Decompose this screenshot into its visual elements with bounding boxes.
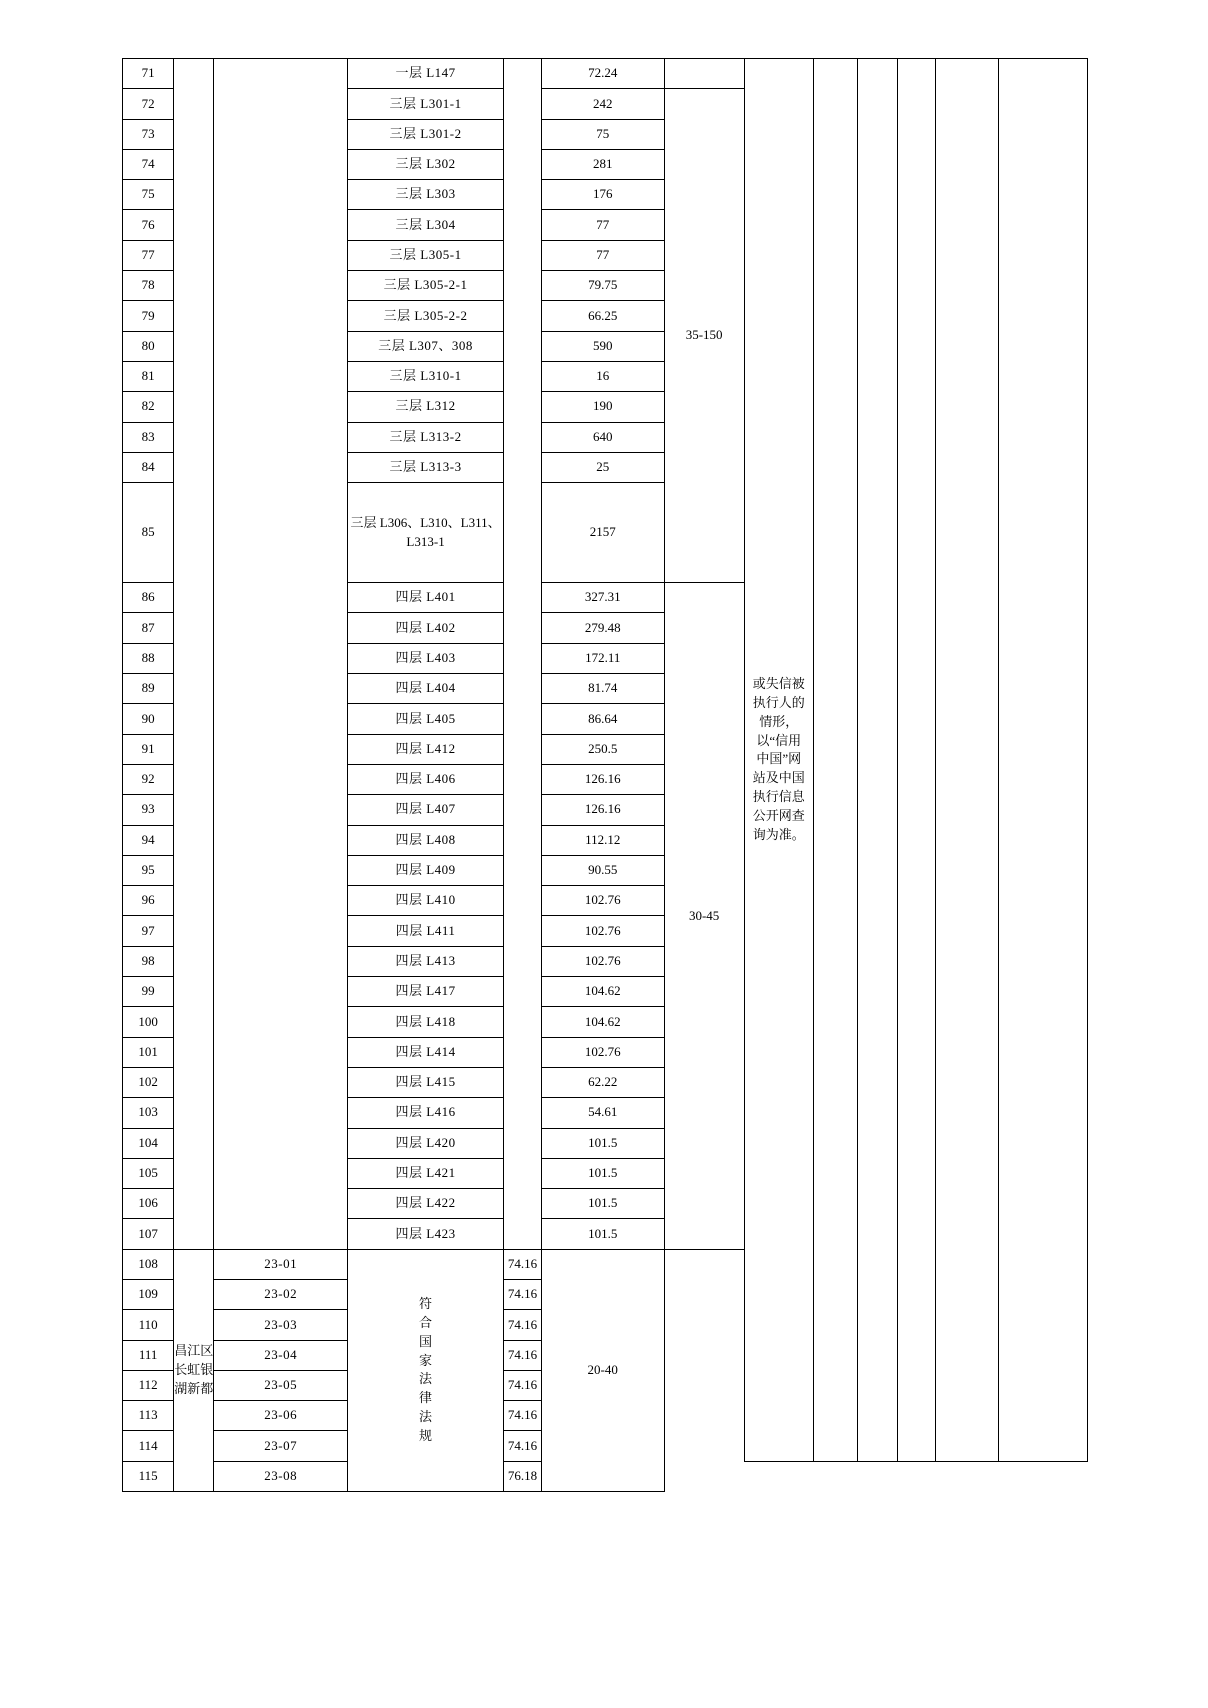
unit-area: 66.25: [541, 301, 664, 331]
unit-name: 三层 L304: [348, 210, 504, 240]
blank-cell-1: [174, 59, 214, 1250]
unit-area: 74.16: [504, 1340, 542, 1370]
unit-name: 四层 L404: [348, 674, 504, 704]
row-index: 88: [123, 643, 174, 673]
row-index: 92: [123, 764, 174, 794]
unit-area: 281: [541, 149, 664, 179]
row-index: 74: [123, 149, 174, 179]
table-row: [123, 59, 1088, 89]
unit-area: 250.5: [541, 734, 664, 764]
unit-area: 327.31: [541, 583, 664, 613]
unit-area: 79.75: [541, 271, 664, 301]
unit-name: 四层 L413: [348, 946, 504, 976]
unit-name: 三层 L301-1: [348, 89, 504, 119]
unit-area: 101.5: [541, 1158, 664, 1188]
unit-area: 74.16: [504, 1401, 542, 1431]
unit-name: 四层 L423: [348, 1219, 504, 1249]
unit-name: 23-08: [214, 1461, 348, 1491]
row-index: 115: [123, 1461, 174, 1491]
unit-name: 四层 L418: [348, 1007, 504, 1037]
unit-name: 四层 L421: [348, 1158, 504, 1188]
unit-area: 72.24: [541, 59, 664, 89]
unit-area: 25: [541, 452, 664, 482]
unit-name: 三层 L312: [348, 392, 504, 422]
price-range: 30-45: [664, 583, 744, 1250]
unit-name: 四层 L402: [348, 613, 504, 643]
blank-cell-b2: [858, 59, 898, 1462]
unit-area: 16: [541, 361, 664, 391]
unit-name: 四层 L414: [348, 1037, 504, 1067]
unit-name: 四层 L403: [348, 643, 504, 673]
unit-name: 三层 L301-2: [348, 119, 504, 149]
unit-area: 126.16: [541, 764, 664, 794]
unit-area: 176: [541, 180, 664, 210]
unit-area: 54.61: [541, 1098, 664, 1128]
unit-area: 102.76: [541, 886, 664, 916]
project-cell-empty: [214, 59, 348, 1250]
unit-area: 104.62: [541, 1007, 664, 1037]
unit-area: 279.48: [541, 613, 664, 643]
unit-name: 三层 L305-2-1: [348, 271, 504, 301]
unit-name: 23-02: [214, 1279, 348, 1309]
row-index: 104: [123, 1128, 174, 1158]
unit-area: 74.16: [504, 1431, 542, 1461]
row-index: 108: [123, 1249, 174, 1279]
unit-area: 101.5: [541, 1189, 664, 1219]
unit-name: 三层 L305-2-2: [348, 301, 504, 331]
unit-area: 2157: [541, 483, 664, 583]
unit-name: 三层 L306、L310、L311、L313-1: [348, 483, 504, 583]
row-index: 72: [123, 89, 174, 119]
row-index: 102: [123, 1067, 174, 1097]
row-index: 80: [123, 331, 174, 361]
row-index: 93: [123, 795, 174, 825]
unit-name: 四层 L411: [348, 916, 504, 946]
row-index: 113: [123, 1401, 174, 1431]
row-index: 84: [123, 452, 174, 482]
project-name: 昌江区长虹银湖新都: [174, 1249, 214, 1491]
unit-area: 74.16: [504, 1249, 542, 1279]
unit-name: 23-04: [214, 1340, 348, 1370]
unit-area: 90.55: [541, 855, 664, 885]
row-index: 90: [123, 704, 174, 734]
unit-name: 四层 L405: [348, 704, 504, 734]
unit-name: 三层 L313-2: [348, 422, 504, 452]
unit-area: 104.62: [541, 977, 664, 1007]
row-index: 77: [123, 240, 174, 270]
unit-area: 74.16: [504, 1370, 542, 1400]
unit-area: 102.76: [541, 946, 664, 976]
row-index: 86: [123, 583, 174, 613]
row-index: 85: [123, 483, 174, 583]
row-index: 109: [123, 1279, 174, 1309]
unit-area: 242: [541, 89, 664, 119]
unit-name: 23-06: [214, 1401, 348, 1431]
unit-name: 一层 L147: [348, 59, 504, 89]
unit-area: 74.16: [504, 1310, 542, 1340]
unit-name: 四层 L408: [348, 825, 504, 855]
property-listing-table: [122, 58, 1088, 1492]
row-index: 103: [123, 1098, 174, 1128]
row-index: 100: [123, 1007, 174, 1037]
row-index: 96: [123, 886, 174, 916]
unit-name: 四层 L420: [348, 1128, 504, 1158]
unit-name: 四层 L415: [348, 1067, 504, 1097]
row-index: 114: [123, 1431, 174, 1461]
unit-name: 四层 L417: [348, 977, 504, 1007]
row-index: 87: [123, 613, 174, 643]
unit-area: 76.18: [504, 1461, 542, 1491]
unit-area: 62.22: [541, 1067, 664, 1097]
row-index: 111: [123, 1340, 174, 1370]
note-column: 或失信被执行人的情形，以“信用中国”网站及中国执行信息公开网查询为准。: [744, 59, 813, 1462]
row-index: 112: [123, 1370, 174, 1400]
unit-name: 四层 L422: [348, 1189, 504, 1219]
price-range: 20-40: [541, 1249, 664, 1491]
unit-area: 77: [541, 240, 664, 270]
unit-name: 三层 L305-1: [348, 240, 504, 270]
unit-area: 77: [541, 210, 664, 240]
unit-area: 640: [541, 422, 664, 452]
row-index: 79: [123, 301, 174, 331]
unit-name: 23-05: [214, 1370, 348, 1400]
unit-name: 三层 L313-3: [348, 452, 504, 482]
blank-cell-b3: [898, 59, 936, 1462]
unit-name: 23-03: [214, 1310, 348, 1340]
unit-name: 四层 L412: [348, 734, 504, 764]
unit-area: 101.5: [541, 1219, 664, 1249]
row-index: 101: [123, 1037, 174, 1067]
price-range: 35-150: [664, 89, 744, 583]
unit-area: 86.64: [541, 704, 664, 734]
unit-name: 四层 L406: [348, 764, 504, 794]
row-index: 83: [123, 422, 174, 452]
unit-name: 四层 L409: [348, 855, 504, 885]
row-index: 95: [123, 855, 174, 885]
unit-area: 126.16: [541, 795, 664, 825]
row-index: 105: [123, 1158, 174, 1188]
price-empty: [664, 59, 744, 89]
unit-area: 102.76: [541, 916, 664, 946]
blank-vertical-cell: [504, 59, 542, 1250]
unit-name: 四层 L410: [348, 886, 504, 916]
unit-area: 75: [541, 119, 664, 149]
unit-area: 101.5: [541, 1128, 664, 1158]
unit-name: 四层 L407: [348, 795, 504, 825]
row-index: 81: [123, 361, 174, 391]
blank-cell-b4: [936, 59, 998, 1462]
row-index: 75: [123, 180, 174, 210]
row-index: 110: [123, 1310, 174, 1340]
row-index: 106: [123, 1189, 174, 1219]
row-index: 78: [123, 271, 174, 301]
unit-area: 172.11: [541, 643, 664, 673]
row-index: 89: [123, 674, 174, 704]
unit-area: 590: [541, 331, 664, 361]
unit-name: 四层 L401: [348, 583, 504, 613]
unit-name: 三层 L310-1: [348, 361, 504, 391]
row-index: 98: [123, 946, 174, 976]
row-index: 91: [123, 734, 174, 764]
row-index: 94: [123, 825, 174, 855]
unit-area: 190: [541, 392, 664, 422]
unit-name: 三层 L303: [348, 180, 504, 210]
row-index: 107: [123, 1219, 174, 1249]
unit-area: 112.12: [541, 825, 664, 855]
unit-area: 74.16: [504, 1279, 542, 1309]
blank-cell-b1: [813, 59, 858, 1462]
unit-name: 三层 L302: [348, 149, 504, 179]
row-index: 76: [123, 210, 174, 240]
row-index: 71: [123, 59, 174, 89]
unit-area: 81.74: [541, 674, 664, 704]
unit-name: 四层 L416: [348, 1098, 504, 1128]
unit-name: 23-07: [214, 1431, 348, 1461]
row-index: 97: [123, 916, 174, 946]
row-index: 82: [123, 392, 174, 422]
unit-name: 23-01: [214, 1249, 348, 1279]
blank-cell-b5: [998, 59, 1087, 1462]
compliance-column: 符合国家法律法规: [348, 1249, 504, 1491]
unit-name: 三层 L307、308: [348, 331, 504, 361]
unit-area: 102.76: [541, 1037, 664, 1067]
row-index: 73: [123, 119, 174, 149]
row-index: 99: [123, 977, 174, 1007]
